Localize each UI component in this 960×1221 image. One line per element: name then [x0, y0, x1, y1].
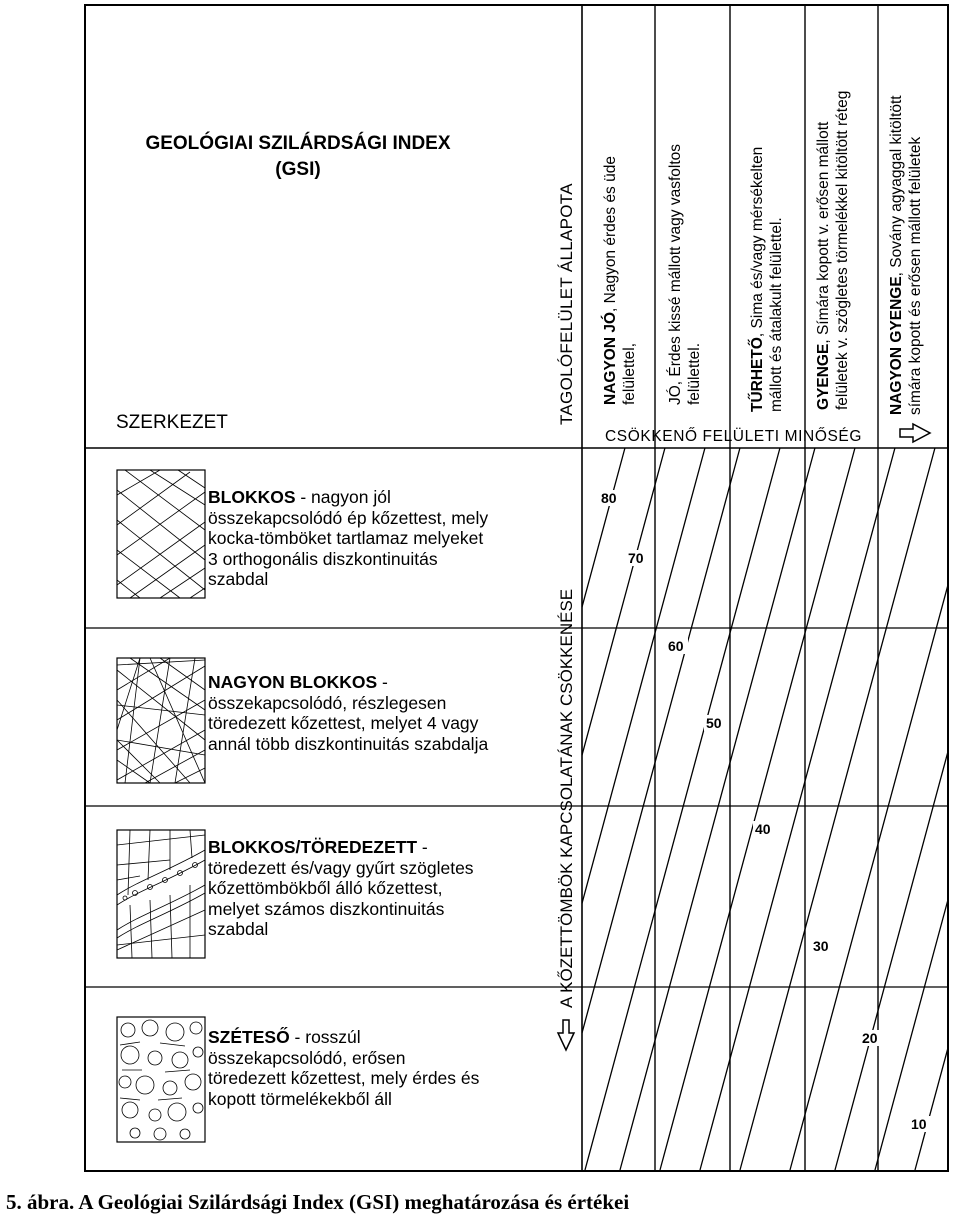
gsi-value-label: 60: [668, 638, 684, 654]
good-text-2: felülettel.: [686, 342, 703, 405]
very-poor-name: NAGYON GYENGE: [888, 276, 905, 415]
title-line-2: (GSI): [275, 159, 321, 180]
gsi-contour-line: [582, 448, 625, 607]
very-good-name: NAGYON JÓ: [602, 311, 619, 405]
very-blocky-structure-sketch: [117, 658, 205, 783]
decreasing-interlocking-label: A KŐZETTÖMBÖK KAPCSOLATÁNAK CSÖKKENÉSE: [557, 588, 576, 1008]
structure-header: SZERKEZET: [116, 412, 228, 433]
disintegrated-name: SZÉTESŐ: [208, 1027, 290, 1047]
gsi-value-label: 80: [601, 490, 617, 506]
blocky-disturbed-line-4: melyet számos diszkontinuitás: [208, 898, 445, 919]
disintegrated-structure-sketch: [117, 1017, 205, 1142]
very-poor-text-2: símára kopott és erősen mállott felületek: [907, 136, 924, 415]
blocky-structure-sketch: [117, 470, 205, 598]
poor-text-2: felületek v. szögletes törmelékkel kitöltött réteg: [834, 90, 851, 410]
title-line-1: GEOLÓGIAI SZILÁRDSÁGI INDEX: [145, 133, 451, 154]
very-blocky-name: NAGYON BLOKKOS: [208, 672, 378, 692]
very-blocky-line-2: összekapcsolódó, részlegesen: [208, 692, 447, 713]
very-good-text-2: felülettel,: [621, 342, 638, 405]
gsi-contour-line: [660, 448, 855, 1170]
gsi-contour-line: [740, 448, 935, 1170]
decreasing-surface-quality-label: CSÖKKENŐ FELÜLETI MINŐSÉG: [605, 428, 863, 445]
surface-fair-heading: [748, 147, 786, 412]
structure-blocky-text: [208, 487, 553, 590]
down-arrow-icon: [558, 1020, 574, 1050]
fair-text-1: , Sima és/vagy mérsékelten: [749, 146, 766, 338]
blocky-disturbed-name: BLOKKOS/TÖREDEZETT: [208, 837, 418, 857]
poor-text-1: , Símára kopott v. erősen mállott: [815, 121, 832, 344]
figure-caption: 5. ábra. A Geológiai Szilárdsági Index (GSI) meghatározása és értékei: [6, 1190, 630, 1214]
very-blocky-line-3: töredezett kőzettest, melyet 4 vagy: [208, 713, 479, 733]
blocky-line-1-rest: - nagyon jól: [295, 487, 391, 507]
blocky-disturbed-line-1-rest: -: [417, 837, 428, 857]
gsi-contour-line: [582, 448, 665, 755]
blocky-line-3: kocka-tömböket tartlamaz melyeket: [208, 528, 484, 548]
fair-text-2: mállott és átalakult felülettel.: [768, 217, 785, 412]
very-poor-text-1: , Sovány agyaggal kitöltött: [888, 95, 905, 277]
blocky-disturbed-line-3: kőzettömbökből álló kőzettest,: [208, 878, 443, 898]
blocky-name: BLOKKOS: [208, 487, 296, 507]
gsi-value-label: 30: [813, 938, 829, 954]
good-text-1: JÓ, Érdes kissé mállott vagy vasfoltos: [667, 143, 684, 405]
surface-good-heading: [666, 144, 704, 405]
gsi-value-label: 70: [628, 550, 644, 566]
poor-name: GYENGE: [815, 343, 832, 410]
chart-title: [118, 131, 478, 183]
disintegrated-line-3: töredezett kőzettest, mely érdes és: [208, 1068, 480, 1088]
disintegrated-line-2: összekapcsolódó, erősen: [208, 1047, 406, 1068]
fair-name: TŰRHETŐ: [749, 337, 766, 412]
gsi-contour-line: [790, 585, 948, 1170]
structure-blocky-disturbed-text: [208, 837, 553, 940]
surface-condition-header: TAGOLÓFELÜLET ÁLLAPOTA: [557, 183, 576, 425]
blocky-line-4: 3 orthogonális diszkontinuitás: [208, 548, 438, 569]
gsi-contour-line: [620, 448, 815, 1170]
structure-very-blocky-text: [208, 672, 553, 754]
gsi-value-label: 10: [911, 1116, 927, 1132]
blocky-line-5: szabdal: [208, 569, 269, 589]
gsi-value-label: 40: [755, 821, 771, 837]
blocky-disturbed-line-2: töredezett és/vagy gyűrt szögletes: [208, 857, 474, 878]
very-blocky-line-1-rest: -: [377, 672, 388, 692]
disintegrated-line-4: kopott törmelékekből áll: [208, 1088, 392, 1109]
very-blocky-line-4: annál több diszkontinuitás szabdalja: [208, 733, 489, 754]
disintegrated-line-1-rest: - rosszúl: [289, 1027, 361, 1047]
gsi-contour-line: [582, 448, 740, 1033]
gsi-contour-line: [700, 448, 895, 1170]
gsi-value-label: 50: [706, 715, 722, 731]
gsi-contour-line: [585, 448, 780, 1170]
very-good-text-1: , Nagyon érdes és üde: [602, 156, 619, 312]
surface-poor-heading: [814, 91, 852, 410]
surface-very-poor-heading: [887, 95, 925, 415]
blocky-disturbed-structure-sketch: [117, 830, 205, 958]
gsi-contour-lines: [582, 448, 948, 1170]
right-arrow-icon: [900, 424, 930, 442]
gsi-contour-line: [915, 1048, 948, 1170]
gsi-contour-line: [582, 448, 705, 903]
surface-very-good-heading: [601, 156, 639, 405]
structure-disintegrated-text: [208, 1027, 553, 1109]
blocky-disturbed-line-5: szabdal: [208, 919, 269, 939]
blocky-line-2: összekapcsolódó ép kőzettest, mely: [208, 507, 489, 528]
gsi-value-label: 20: [862, 1030, 878, 1046]
